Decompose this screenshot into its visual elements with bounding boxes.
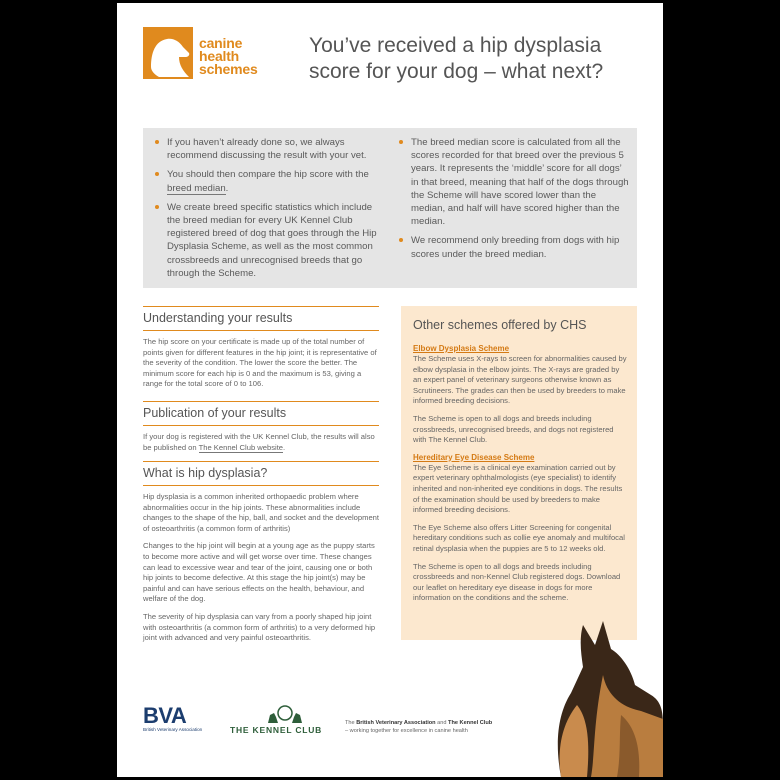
logo-line-1: canine (199, 35, 243, 51)
footer-tagline: The British Veterinary Association and The Kennel Club – working together for excellence in canine health (345, 720, 493, 734)
logo-wordmark (199, 37, 258, 76)
elbow-scheme-link[interactable]: Elbow Dysplasia Scheme (413, 344, 510, 353)
hip-dysplasia-heading: What is hip dysplasia? (143, 461, 379, 486)
publication-section (143, 401, 379, 453)
eye-scheme-p3: The Scheme is open to all dogs and breeds including crossbreeds and non-Kennel Club registered dogs. Download our leaflet on hereditary eye disease in dogs for more information on the conditions and the scheme. (413, 561, 621, 603)
other-schemes-box (401, 306, 637, 640)
logo-line-2: health (199, 48, 240, 64)
elbow-scheme-p1: The Scheme uses X-rays to screen for abnormalities caused by elbow dysplasia in the elbow joints. The X-rays are graded by an expert panel of veterinary surgeons otherwise known as Scrutineers. The grades can then be used by breeders to make informed breeding decisions. (413, 354, 627, 406)
leaflet-page (117, 3, 663, 777)
bullet-median-explained: The breed median score is calculated from all the scores recorded for that breed over the previous 5 years. It represents the ‘middle’ score for all dogs’ in that breed, meaning that half of the dogs through the Scheme will have scored lower than the median, and half will have scored higher than the median. (397, 136, 629, 228)
publication-body: If your dog is registered with the UK Kennel Club, the results will also be published on The Kennel Club website. (143, 432, 375, 452)
breed-median-link[interactable]: breed median (167, 182, 226, 194)
key-points-box (143, 128, 637, 288)
hip-dysplasia-p2: Changes to the hip joint will begin at a young age as the puppy starts to become more active and will get worse over time. These changes can lead to excessive wear and tear of the joint, causing one or both hip joints to become defective. At this stage the hip joint(s) may be painful and can have serious effects on the health, behaviour, and welfare of the dog. (143, 541, 375, 604)
publication-heading: Publication of your results (143, 401, 379, 426)
understanding-heading: Understanding your results (143, 306, 379, 331)
other-schemes-heading: Other schemes offered by CHS (413, 318, 587, 332)
dog-head-logo-icon (143, 27, 193, 79)
hip-dysplasia-p3: The severity of hip dysplasia can vary from a poorly shaped hip joint with osteoarthritis (a common form of arthritis) to a very deformed hip joint with advanced and very painful osteoarthritis. (143, 611, 376, 643)
key-points-left (153, 136, 385, 286)
hip-dysplasia-p1: Hip dysplasia is a common inherited orthopaedic problem where abnormalities occur in the hip joints. These abnormalities include changes to the shape of the hip, ball, and socket and the development of osteoarthritis (a common form of arthritis) (143, 492, 379, 533)
other-schemes-body (413, 344, 627, 604)
elbow-scheme-p2: The Scheme is open to all dogs and breeds including crossbreeds, unrecognised breeds, and dogs not registered with The Kennel Club. (413, 413, 614, 445)
bva-mark: BVA (143, 703, 187, 728)
chs-logo (143, 27, 263, 85)
bva-subtitle: British Veterinary Association (143, 727, 203, 732)
eye-scheme-p1: The Eye Scheme is a clinical eye examination carried out by expert veterinary ophthalmologists (eye specialist) to identify inherited and non-inherited eye conditions in dogs. The results of the examination should be used by breeders to make informed breeding decisions. (413, 462, 623, 515)
kennel-club-name: THE KENNEL CLUB (230, 725, 323, 735)
bullet-breed-statistics: We create breed specific statistics which include the breed median for every UK Kennel Club registered breed of dog that goes through the Hip Dysplasia Scheme, as well as the most common crossbreeds and unrecognised breeds that go through the Scheme. (153, 201, 385, 280)
understanding-section (143, 306, 379, 390)
eye-scheme-link[interactable]: Hereditary Eye Disease Scheme (413, 452, 535, 462)
logo-line-3: schemes (199, 61, 258, 77)
understanding-body: The hip score on your certificate is made up of the total number of points given for different features in the hip joint; it is representative of the severity of the condition. The lower the score the better. The minimum score for each hip is 0 and the maximum is 53, giving a range for the total score of 0 to 106. (143, 337, 377, 389)
hip-dysplasia-section (143, 461, 379, 644)
bullet-compare-median: You should then compare the hip score with the breed median. (153, 168, 385, 194)
bullet-discuss-vet: If you haven’t already done so, we always recommend discussing the result with your vet. (153, 136, 385, 162)
page-title: You’ve received a hip dysplasia score for your dog – what next? (309, 34, 604, 83)
bva-logo (143, 703, 202, 732)
bullet-breeding-advice: We recommend only breeding from dogs with hip scores under the breed median. (397, 234, 629, 260)
german-shepherd-illustration-icon (521, 615, 663, 777)
kennel-club-website-link[interactable]: The Kennel Club website (198, 442, 284, 452)
kennel-club-crest-icon (266, 705, 304, 723)
key-points-right (397, 136, 629, 267)
eye-scheme-p2: The Eye Scheme also offers Litter Screening for congenital hereditary conditions such as collie eye anomaly and multifocal retinal dysplasia when the puppies are 5 to 12 weeks old. (413, 522, 625, 553)
